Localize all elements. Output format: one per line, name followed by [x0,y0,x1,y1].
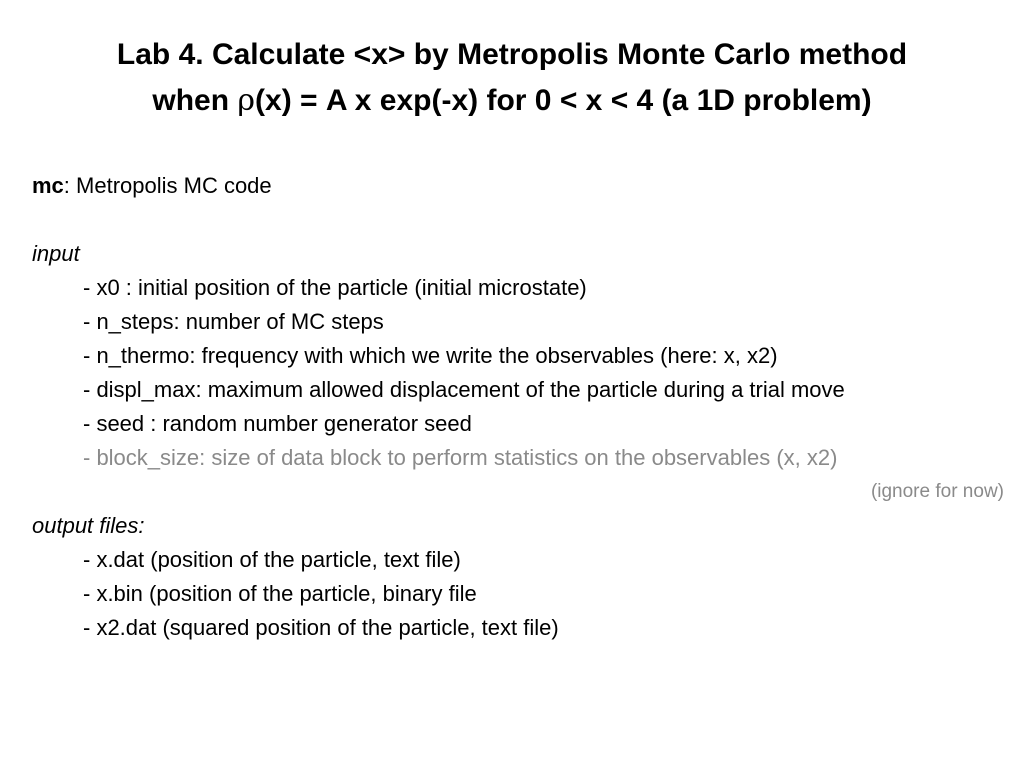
input-item-n-steps: - n_steps: number of MC steps [83,309,384,334]
title-line-2 [20,78,1004,124]
output-item-x2-dat: - x2.dat (squared position of the particle, text file) [83,615,559,640]
spacer [32,203,1004,237]
input-item-block-size: - block_size: size of data block to perform statistics on the observables (x, x2) [83,445,838,470]
input-heading: input [32,241,80,266]
ignore-note: (ignore for now) [870,481,1004,502]
input-item-n-thermo: - n_thermo: frequency with which we write the observables (here: x, x2) [83,343,778,368]
mc-line [32,169,1004,203]
rho-symbol: ρ [237,83,256,118]
slide-title [20,32,1004,124]
mc-description: : Metropolis MC code [63,173,272,198]
output-item-x-bin: - x.bin (position of the particle, binary file [83,581,477,606]
title-line-2-start: when [152,84,238,117]
output-heading: output files: [32,513,145,538]
slide-body [32,169,1004,645]
mc-keyword: mc [32,173,64,198]
title-line-1: Lab 4. Calculate <x> by Metropolis Monte Carlo method [116,38,908,71]
input-item-displ-max: - displ_max: maximum allowed displacement of the particle during a trial move [83,377,845,402]
output-item-x-dat: - x.dat (position of the particle, text file) [83,547,461,572]
input-item-x0: - x0 : initial position of the particle (initial microstate) [83,275,587,300]
input-item-seed: - seed : random number generator seed [83,411,472,436]
title-line-2-end: (x) = A x exp(-x) for 0 < x < 4 (a 1D problem) [255,84,872,117]
